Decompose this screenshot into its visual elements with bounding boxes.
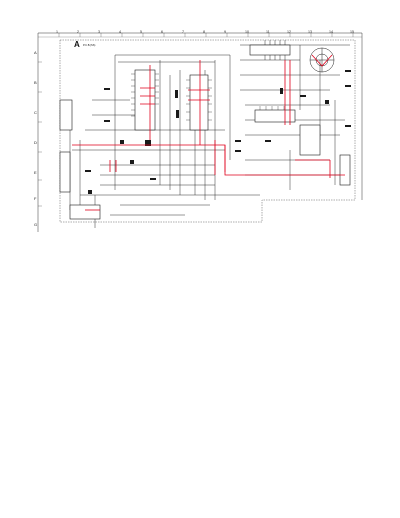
connector-1 xyxy=(60,100,72,130)
ic-2 xyxy=(190,75,208,130)
column-number-13: 13 xyxy=(308,30,312,34)
connector-4 xyxy=(250,45,290,55)
column-number-8: 8 xyxy=(203,30,205,34)
board-label: A xyxy=(74,40,80,49)
column-number-5: 5 xyxy=(140,30,142,34)
row-letter-a: A xyxy=(34,50,37,55)
column-number-12: 12 xyxy=(287,30,291,34)
column-number-4: 4 xyxy=(119,30,121,34)
row-letter-c: C xyxy=(34,110,37,115)
column-number-2: 2 xyxy=(77,30,79,34)
ic-1 xyxy=(135,70,155,130)
connector-2 xyxy=(60,152,70,192)
row-letter-e: E xyxy=(34,170,37,175)
column-number-15: 15 xyxy=(350,30,354,34)
row-letter-f: F xyxy=(34,196,37,201)
board-sublabel: P.C.B.(SS) xyxy=(83,44,96,47)
column-number-3: 3 xyxy=(98,30,100,34)
ic-4 xyxy=(300,125,320,155)
row-letter-b: B xyxy=(34,80,37,85)
column-number-1: 1 xyxy=(56,30,58,34)
row-letter-g: G xyxy=(34,222,38,227)
ic-3 xyxy=(255,110,295,122)
ic-5 xyxy=(340,155,350,185)
column-number-14: 14 xyxy=(329,30,333,34)
rotary-component xyxy=(310,48,334,72)
column-number-10: 10 xyxy=(245,30,249,34)
column-number-7: 7 xyxy=(182,30,184,34)
row-letter-d: D xyxy=(34,140,37,145)
connector-3 xyxy=(70,205,100,219)
column-number-11: 11 xyxy=(266,30,270,34)
column-number-6: 6 xyxy=(161,30,163,34)
column-number-9: 9 xyxy=(224,30,226,34)
